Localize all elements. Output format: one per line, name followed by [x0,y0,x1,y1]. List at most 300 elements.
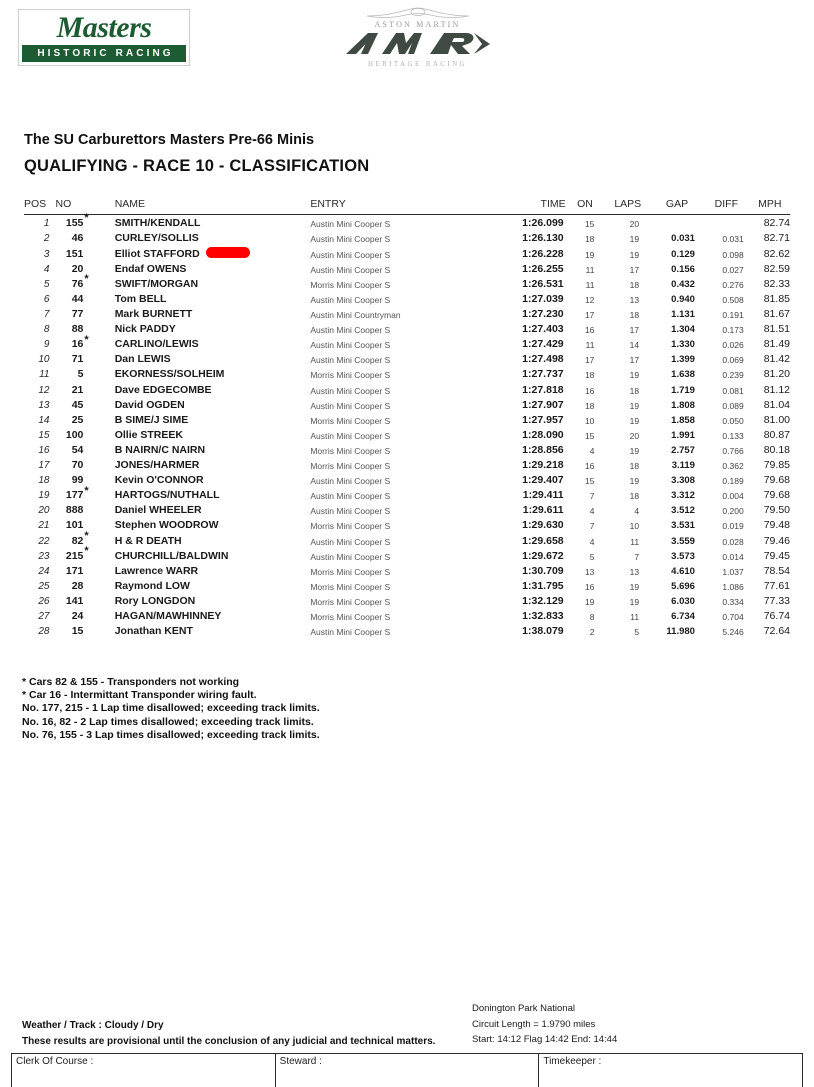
cell-on: 13 [584,566,595,577]
cell-pos: 12 [38,384,50,396]
cell-gap: 11.980 [666,626,695,638]
cell-no: 82* [71,530,89,547]
cell-diff: 0.028 [722,536,744,547]
cell-mph: 78.54 [763,564,790,577]
column-header-no: NO [55,198,92,215]
cell-pos: 11 [39,369,50,381]
cell-on: 11 [585,264,595,275]
cell-pos: 23 [38,550,50,562]
cell-mph: 81.00 [763,413,790,426]
cell-no: 5 [77,368,84,381]
cell-on: 12 [584,295,595,306]
cell-on: 18 [584,400,595,411]
cell-time: 1:27.737 [522,368,564,381]
cell-laps: 5 [634,627,640,638]
cell-gap: 1.330 [671,339,695,351]
cell-pos: 28 [38,626,50,638]
cell-entry: Morris Mini Cooper S [310,521,391,532]
cell-no: 28 [71,579,84,592]
cell-name: H & R DEATH [114,534,182,547]
cell-gap: 3.312 [671,490,695,502]
cell-entry: Austin Mini Cooper S [310,295,391,306]
cell-time: 1:31.795 [522,579,564,592]
cell-name: SWIFT/MORGAN [114,277,199,290]
cell-entry: Austin Mini Cooper S [310,325,391,336]
table-row [24,458,790,473]
timekeeper-cell[interactable]: Timekeeper : [543,1056,602,1067]
cell-laps: 18 [629,310,640,321]
cell-gap: 5.696 [671,580,695,592]
cell-no: 15 [71,625,84,638]
table-row [24,352,790,367]
cell-pos: 14 [38,414,50,426]
cell-time: 1:29.672 [522,549,564,562]
cell-name: Daniel WHEELER [114,504,202,517]
cell-diff: 0.050 [722,415,744,426]
cell-time: 1:29.630 [522,519,564,532]
cell-name: Dan LEWIS [114,353,171,366]
table-row [24,307,790,322]
cell-time: 1:28.856 [522,443,564,456]
transponder-asterisk-icon: * [84,273,89,286]
cell-no: 215* [65,545,89,562]
cell-gap: 3.573 [671,550,695,562]
page-title [24,131,369,176]
cell-no: 76* [71,273,89,290]
cell-name: Tom BELL [114,293,167,306]
cell-gap: 0.129 [671,248,695,260]
cell-name: JONES/HARMER [114,459,200,472]
cell-gap: 6.030 [671,595,695,607]
cell-time: 1:27.403 [522,323,564,336]
cell-laps: 17 [629,264,640,275]
cell-gap: 3.559 [671,535,695,547]
cell-entry: Austin Mini Countryman [310,310,401,321]
cell-diff: 0.508 [722,295,744,306]
aston-martin-wings-icon [363,6,473,20]
cell-pos: 16 [38,444,50,456]
cell-time: 1:27.957 [522,413,564,426]
cell-mph: 79.45 [763,549,790,562]
cell-on: 7 [589,491,595,502]
cell-gap: 3.308 [671,475,695,487]
cell-diff: 0.239 [722,370,744,381]
cell-no: 888 [65,504,84,517]
steward-cell[interactable]: Steward : [276,1054,540,1087]
cell-entry: Austin Mini Cooper S [310,476,391,487]
cell-gap: 1.719 [671,384,695,396]
cell-gap: 1.808 [671,399,695,411]
cell-gap: 2.757 [671,444,695,456]
cell-time: 1:27.429 [522,338,564,351]
cell-pos: 9 [43,339,50,351]
cell-entry: Morris Mini Cooper S [310,596,391,607]
cell-on: 16 [584,325,595,336]
masters-logo-tagline: HISTORIC RACING [22,45,186,62]
cell-entry: Morris Mini Cooper S [310,415,391,426]
cell-name: Stephen WOODROW [114,519,219,532]
cell-laps: 19 [629,370,640,381]
cell-no: 100 [65,428,84,441]
cell-laps: 11 [630,536,640,547]
cell-diff: 0.133 [722,430,744,441]
cell-laps: 19 [629,400,640,411]
cell-gap: 1.991 [671,429,695,441]
cell-time: 1:28.090 [522,428,564,441]
cell-name: Dave EDGECOMBE [114,383,212,396]
cell-entry: Austin Mini Cooper S [310,430,391,441]
cell-gap: 3.119 [671,460,695,472]
transponder-asterisk-icon: * [84,212,89,225]
table-row [24,382,790,397]
cell-mph: 81.04 [763,398,790,411]
cell-no: 101 [65,519,84,532]
cell-pos: 1 [43,217,50,229]
column-header-gap: GAP [651,198,703,215]
cell-pos: 25 [38,580,50,592]
cell-name: CURLEY/SOLLIS [114,231,199,244]
cell-laps: 18 [629,385,640,396]
cell-mph: 79.68 [763,474,790,487]
table-row [24,503,790,518]
cell-name: David OGDEN [114,398,185,411]
masters-historic-racing-logo [18,9,190,66]
cell-no: 20 [71,262,84,275]
table-row [24,427,790,442]
cell-on: 7 [589,521,595,532]
aston-martin-brand-text: ASTON MARTIN [374,20,461,29]
cell-mph: 82.71 [763,231,790,244]
table-row [24,322,790,337]
note-line: * Cars 82 & 155 - Transponders not working [22,676,240,688]
cell-no: 45 [71,398,84,411]
cell-time: 1:26.255 [522,262,564,275]
cell-diff: 5.246 [722,627,744,638]
cell-entry: Morris Mini Cooper S [310,279,391,290]
cell-laps: 20 [629,218,640,229]
cell-name: Rory LONGDON [114,594,196,607]
table-row [24,578,790,593]
cell-entry: Morris Mini Cooper S [310,581,391,592]
cell-gap: 3.531 [671,520,695,532]
table-row [24,276,790,291]
cell-mph: 82.33 [763,277,790,290]
cell-name: CHURCHILL/BALDWIN [114,549,229,562]
cell-mph: 79.46 [763,534,790,547]
cell-entry: Morris Mini Cooper S [310,611,391,622]
cell-entry: Austin Mini Cooper S [310,627,391,638]
cell-no: 71 [71,353,84,366]
cell-laps: 7 [634,551,640,562]
cell-name: Elliot STAFFORD [93,245,311,261]
cell-name: HAGAN/MAWHINNEY [114,609,222,622]
cell-gap: 0.432 [671,278,695,290]
cell-laps: 18 [629,461,640,472]
series-title: The SU Carburettors Masters Pre-66 Minis [24,132,315,148]
cell-time: 1:29.658 [522,534,564,547]
cell-laps: 10 [629,521,640,532]
cell-time: 1:27.818 [522,383,564,396]
cell-diff: 0.026 [722,340,744,351]
table-row [24,245,790,261]
cell-mph: 72.64 [763,625,790,638]
transponder-asterisk-icon: * [84,333,89,346]
cell-on: 4 [589,506,595,517]
cell-entry: Morris Mini Cooper S [310,445,391,456]
cell-name: B NAIRN/C NAIRN [114,443,206,456]
cell-on: 8 [589,611,595,622]
cell-no: 171 [65,564,84,577]
cell-pos: 18 [38,475,50,487]
column-header-diff: DIFF [703,198,750,215]
column-header-pos: POS [24,198,55,215]
cell-time: 1:32.833 [522,609,564,622]
table-row [24,488,790,503]
note-line: No. 16, 82 - 2 Lap times disallowed; exceeding track limits. [22,715,314,728]
cell-time: 1:38.079 [522,625,564,638]
cell-time: 1:29.411 [522,489,564,502]
cell-time: 1:26.099 [522,216,564,229]
footer-statements [22,1018,435,1050]
cell-on: 19 [584,596,595,607]
cell-entry: Austin Mini Cooper S [310,355,391,366]
cell-on: 10 [584,415,595,426]
cell-gap [651,215,703,231]
table-row [24,548,790,563]
cell-no: 46 [71,231,84,244]
cell-diff [703,215,750,231]
cell-diff: 0.069 [722,355,744,366]
cell-no: 25 [71,413,84,426]
cell-no: 155* [65,212,89,229]
session-title: QUALIFYING - RACE 10 - CLASSIFICATION [24,157,370,175]
column-header-mph: MPH [750,198,790,215]
table-row [24,261,790,276]
cell-name: Ollie STREEK [114,428,183,441]
signature-table [11,1053,803,1087]
cell-time: 1:29.611 [522,504,564,517]
cell-laps: 17 [629,355,640,366]
cell-on: 2 [589,627,595,638]
cell-pos: 26 [38,595,50,607]
cell-on: 11 [585,340,595,351]
cell-name: Jonathan KENT [114,625,193,638]
cell-laps: 19 [629,233,640,244]
cell-pos: 7 [43,309,50,321]
cell-time: 1:29.218 [522,459,564,472]
cell-laps: 19 [629,596,640,607]
cell-no: 24 [71,609,84,622]
cell-diff: 0.200 [722,506,744,517]
cell-time: 1:26.130 [522,231,564,244]
cell-on: 17 [584,355,595,366]
cell-diff: 0.027 [722,264,744,275]
note-line: No. 76, 155 - 3 Lap times disallowed; exceeding track limits. [22,728,320,741]
cell-mph: 76.74 [763,609,790,622]
cell-on: 18 [584,233,595,244]
cell-name: CARLINO/LEWIS [114,338,199,351]
cell-pos: 13 [38,399,50,411]
circuit-name: Donington Park National [472,1003,575,1014]
table-row [24,230,790,245]
cell-mph: 79.85 [763,459,790,472]
table-row [24,215,790,231]
cell-laps: 13 [629,566,640,577]
cell-entry: Austin Mini Cooper S [310,233,391,244]
cell-name: HARTOGS/NUTHALL [114,489,220,502]
table-row [24,412,790,427]
cell-diff: 0.089 [722,400,744,411]
table-row [24,442,790,457]
cell-time: 1:30.709 [522,564,564,577]
cell-entry: Austin Mini Cooper S [310,385,391,396]
cell-name: Mark BURNETT [114,308,193,321]
cell-gap: 1.858 [671,414,695,426]
cell-gap: 4.610 [671,565,695,577]
cell-time: 1:26.228 [522,247,564,260]
cell-no: 151 [65,247,84,260]
cell-diff: 0.362 [722,461,744,472]
cell-entry: Austin Mini Cooper S [310,491,391,502]
cell-mph: 77.33 [763,594,790,607]
cell-laps: 18 [629,491,640,502]
cell-mph: 82.59 [763,262,790,275]
cell-entry: Austin Mini Cooper S [310,264,391,275]
cell-entry: Austin Mini Cooper S [310,249,391,260]
cell-name: Endaf OWENS [114,262,187,275]
cell-name: Nick PADDY [114,323,176,336]
results-table-container [24,198,790,639]
cell-gap: 1.638 [671,369,695,381]
cell-diff: 0.276 [722,279,744,290]
table-row [24,533,790,548]
cell-no: 70 [71,459,84,472]
cell-pos: 2 [43,232,50,244]
cell-on: 4 [589,445,595,456]
clerk-of-course-cell[interactable]: Clerk Of Course : [12,1054,276,1087]
cell-on: 16 [584,581,595,592]
cell-pos: 4 [43,263,50,275]
cell-diff: 0.081 [722,385,744,396]
cell-gap: 0.156 [671,263,695,275]
cell-pos: 15 [38,429,50,441]
column-header-on: ON [566,198,605,215]
cell-diff: 1.037 [722,566,744,577]
cell-no: 177* [65,484,89,502]
cell-on: 15 [584,476,595,487]
cell-laps: 14 [629,340,640,351]
table-row [24,473,790,488]
cell-gap: 0.940 [671,294,695,306]
cell-mph: 81.42 [763,353,790,366]
cell-pos: 27 [38,610,50,622]
cell-pos: 19 [38,490,50,502]
cell-gap: 0.031 [671,232,695,244]
masters-logo-wordmark: Masters [56,11,152,44]
cell-pos: 20 [38,505,50,517]
cell-on: 11 [585,279,595,290]
cell-entry: Morris Mini Cooper S [310,370,391,381]
cell-laps: 19 [629,581,640,592]
weather-track: Weather / Track : Cloudy / Dry [22,1020,164,1031]
table-row [24,367,790,382]
cell-diff: 0.019 [722,521,744,532]
cell-entry: Austin Mini Cooper S [310,218,391,229]
cell-name: SMITH/KENDALL [114,216,201,229]
cell-diff: 1.086 [722,581,744,592]
cell-no: 54 [71,443,84,456]
cell-gap: 1.399 [671,354,695,366]
cell-pos: 22 [38,535,50,547]
cell-mph: 80.87 [763,428,790,441]
redaction-mark [206,247,250,258]
cell-on: 16 [584,461,595,472]
cell-no: 99 [71,474,84,487]
transponder-asterisk-icon: * [84,545,89,558]
cell-pos: 24 [38,565,50,577]
cell-gap: 3.512 [671,505,695,517]
cell-name: Kevin O'CONNOR [114,474,204,487]
note-line: * Car 16 - Intermittant Transponder wiring fault. [22,689,257,702]
table-row [24,518,790,533]
table-header [24,198,790,215]
table-row [24,593,790,608]
cell-on: 17 [584,310,595,321]
note-line: No. 177, 215 - 1 Lap time disallowed; exceeding track limits. [22,702,320,715]
cell-diff: 0.191 [722,310,744,321]
cell-diff: 0.173 [722,325,744,336]
cell-laps: 19 [629,415,640,426]
cell-time: 1:32.129 [522,594,564,607]
cell-diff: 0.334 [722,596,744,607]
cell-mph: 81.20 [763,368,790,381]
cell-on: 4 [589,536,595,547]
aston-martin-amr-logo [335,6,500,68]
cell-entry: Austin Mini Cooper S [310,400,391,411]
cell-mph: 79.50 [763,504,790,517]
cell-pos: 5 [43,278,50,290]
table-row [24,608,790,623]
cell-on: 18 [584,370,595,381]
cell-on: 5 [589,551,595,562]
cell-no: 16* [71,333,89,351]
table-row [24,397,790,412]
cell-laps: 18 [629,279,640,290]
document-header [0,0,814,100]
cell-laps: 19 [629,445,640,456]
cell-pos: 3 [43,248,50,260]
cell-diff: 0.014 [722,551,744,562]
cell-no: 88 [71,323,84,336]
cell-diff: 0.004 [722,491,744,502]
cell-mph: 81.67 [763,308,790,321]
cell-on: 15 [584,218,595,229]
cell-laps: 17 [629,325,640,336]
cell-laps: 19 [629,476,640,487]
cell-pos: 10 [38,354,50,366]
table-header-row [24,198,790,215]
cell-no: 21 [71,383,84,396]
amr-tagline: HERITAGE RACING [367,60,468,68]
cell-entry: Morris Mini Cooper S [310,566,391,577]
cell-time: 1:26.531 [522,277,564,290]
circuit-info [472,1001,792,1048]
cell-entry: Austin Mini Cooper S [310,506,391,517]
cell-gap: 1.131 [671,309,695,321]
cell-on: 19 [584,249,595,260]
cell-diff: 0.766 [722,445,744,456]
cell-mph: 77.61 [763,579,790,592]
